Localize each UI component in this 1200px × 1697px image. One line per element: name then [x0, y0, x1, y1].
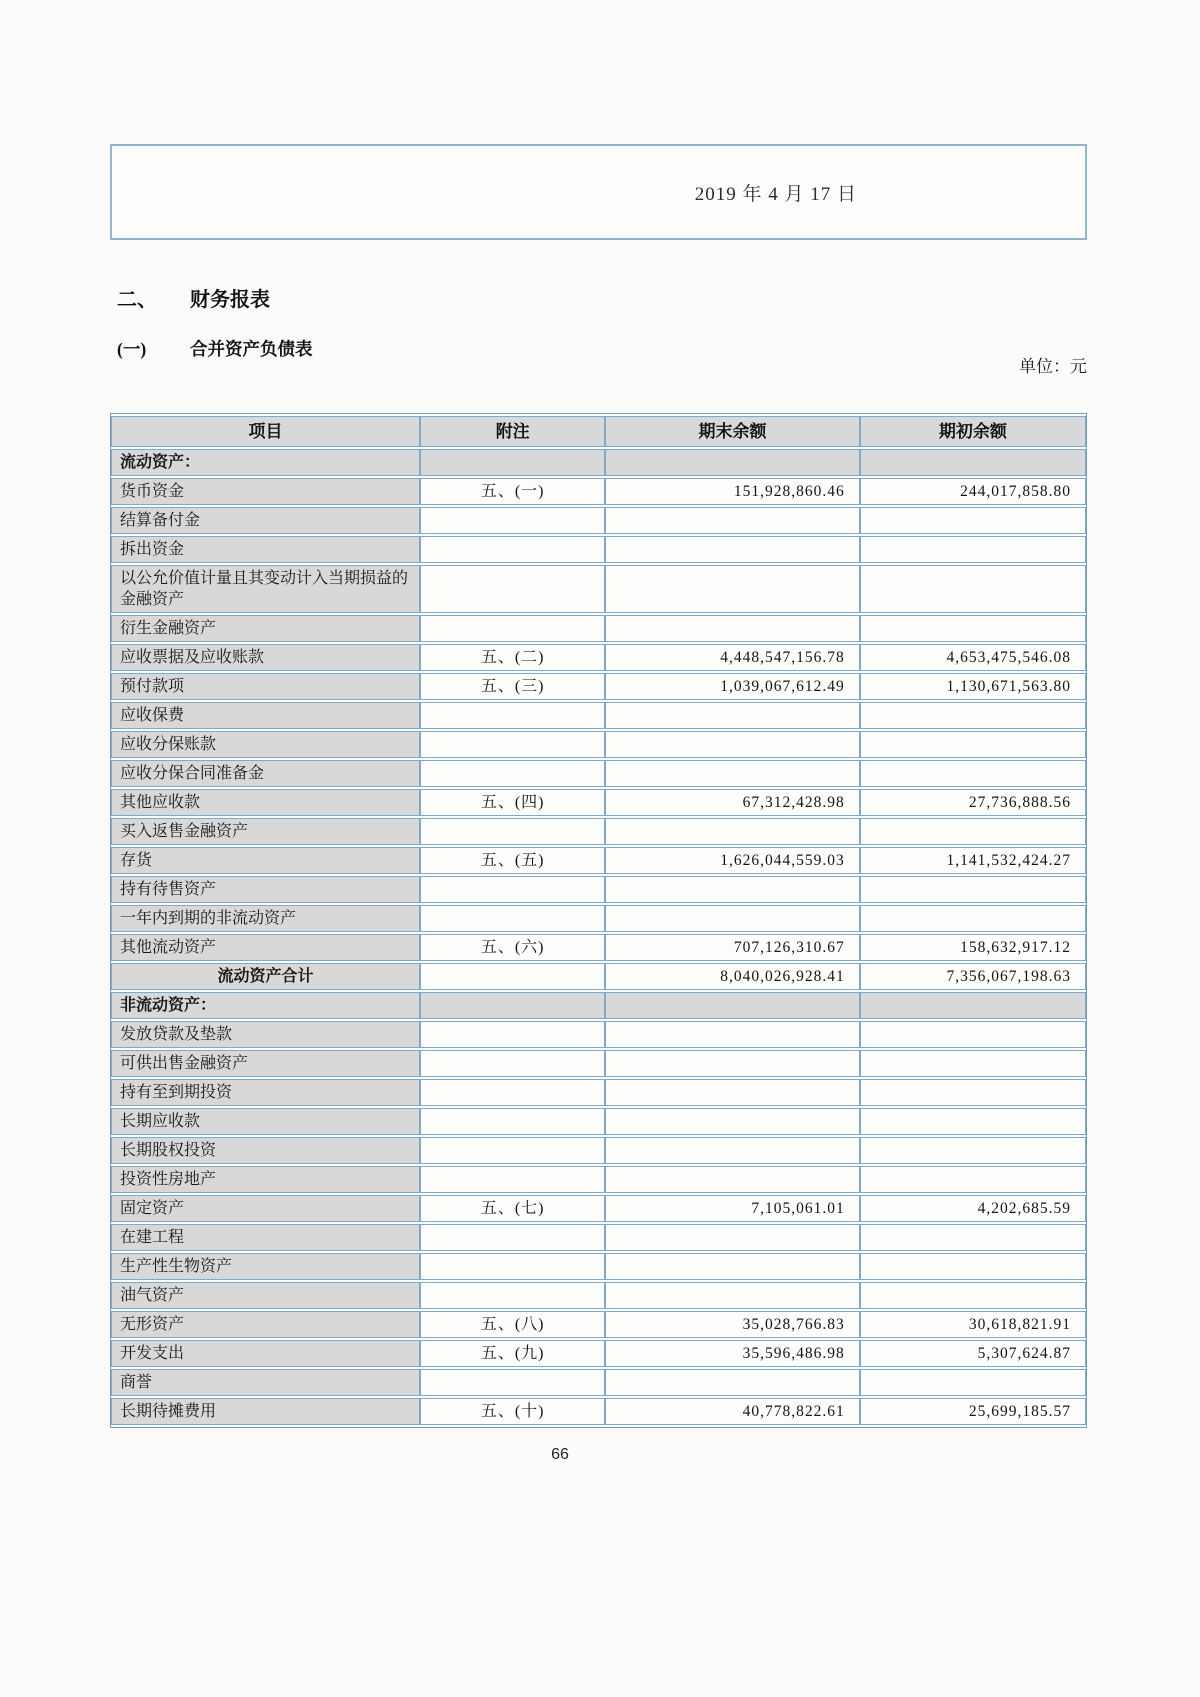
table-row: [111, 789, 1086, 816]
section-number: 二、: [117, 289, 157, 311]
note-cell: [420, 1079, 605, 1106]
table-row: [111, 702, 1086, 729]
ending-balance-cell: [605, 905, 859, 932]
ending-balance-cell: [605, 876, 859, 903]
note-cell: [420, 905, 605, 932]
beginning-balance-cell: 1,130,671,563.80: [860, 673, 1086, 700]
beginning-balance-cell: 158,632,917.12: [860, 934, 1086, 961]
subsection-heading: [117, 336, 313, 361]
beginning-balance-cell: [860, 905, 1086, 932]
table-row: [111, 1108, 1086, 1135]
table-row: [111, 1311, 1086, 1338]
beginning-balance-cell: [860, 702, 1086, 729]
ending-balance-cell: 40,778,822.61: [605, 1398, 859, 1425]
beginning-balance-cell: [860, 507, 1086, 534]
ending-balance-cell: [605, 1137, 859, 1164]
beginning-balance-cell: 27,736,888.56: [860, 789, 1086, 816]
table-row: [111, 876, 1086, 903]
beginning-balance-cell: [860, 1108, 1086, 1135]
note-cell: [420, 818, 605, 845]
note-cell: [420, 1137, 605, 1164]
column-header-note: 附注: [420, 416, 605, 447]
beginning-balance-cell: [860, 876, 1086, 903]
note-cell: 五、(七): [420, 1195, 605, 1222]
item-cell: 持有待售资产: [111, 876, 420, 903]
beginning-balance-cell: [860, 1137, 1086, 1164]
table-row: [111, 934, 1086, 961]
signature-date-box: [110, 144, 1087, 240]
table-row: [111, 478, 1086, 505]
beginning-balance-cell: [860, 818, 1086, 845]
note-cell: [420, 1369, 605, 1396]
item-cell: 其他流动资产: [111, 934, 420, 961]
ending-balance-cell: [605, 702, 859, 729]
beginning-balance-cell: 30,618,821.91: [860, 1311, 1086, 1338]
beginning-balance-cell: [860, 992, 1086, 1019]
note-cell: [420, 1224, 605, 1251]
ending-balance-cell: [605, 449, 859, 476]
beginning-balance-cell: 4,653,475,546.08: [860, 644, 1086, 671]
item-cell: 无形资产: [111, 1311, 420, 1338]
beginning-balance-cell: [860, 1369, 1086, 1396]
ending-balance-cell: [605, 992, 859, 1019]
beginning-balance-cell: [860, 1021, 1086, 1048]
table-row: [111, 644, 1086, 671]
item-cell: 一年内到期的非流动资产: [111, 905, 420, 932]
note-cell: 五、(四): [420, 789, 605, 816]
beginning-balance-cell: 7,356,067,198.63: [860, 963, 1086, 990]
note-cell: [420, 536, 605, 563]
ending-balance-cell: 35,596,486.98: [605, 1340, 859, 1367]
table-row: [111, 673, 1086, 700]
beginning-balance-cell: [860, 565, 1086, 613]
note-cell: [420, 1108, 605, 1135]
item-cell: 货币资金: [111, 478, 420, 505]
ending-balance-cell: 1,626,044,559.03: [605, 847, 859, 874]
table-row: [111, 992, 1086, 1019]
column-header-ending-balance: 期末余额: [605, 416, 859, 447]
item-cell: 非流动资产：: [111, 992, 420, 1019]
ending-balance-cell: [605, 507, 859, 534]
beginning-balance-cell: [860, 1224, 1086, 1251]
item-cell: 存货: [111, 847, 420, 874]
beginning-balance-cell: 5,307,624.87: [860, 1340, 1086, 1367]
note-cell: [420, 760, 605, 787]
beginning-balance-cell: [860, 449, 1086, 476]
item-cell: 以公允价值计量且其变动计入当期损益的金融资产: [111, 565, 420, 613]
balance-sheet-table: [110, 413, 1087, 1428]
item-cell: 结算备付金: [111, 507, 420, 534]
ending-balance-cell: [605, 1050, 859, 1077]
table-row: [111, 1050, 1086, 1077]
section-heading: [117, 283, 270, 312]
note-cell: 五、(一): [420, 478, 605, 505]
table-row: [111, 1166, 1086, 1193]
ending-balance-cell: 67,312,428.98: [605, 789, 859, 816]
item-cell: 其他应收款: [111, 789, 420, 816]
beginning-balance-cell: [860, 1253, 1086, 1280]
column-header-beginning-balance: 期初余额: [860, 416, 1086, 447]
item-cell: 投资性房地产: [111, 1166, 420, 1193]
note-cell: [420, 615, 605, 642]
table-row: [111, 449, 1086, 476]
ending-balance-cell: 1,039,067,612.49: [605, 673, 859, 700]
note-cell: [420, 1021, 605, 1048]
table-row: [111, 963, 1086, 990]
ending-balance-cell: 151,928,860.46: [605, 478, 859, 505]
note-cell: [420, 507, 605, 534]
item-cell: 固定资产: [111, 1195, 420, 1222]
unit-label: 单位：元: [1019, 357, 1087, 376]
item-cell: 拆出资金: [111, 536, 420, 563]
item-cell: 可供出售金融资产: [111, 1050, 420, 1077]
table-row: [111, 1340, 1086, 1367]
table-row: [111, 1079, 1086, 1106]
report-date: 2019 年 4 月 17 日: [694, 183, 857, 205]
item-cell: 在建工程: [111, 1224, 420, 1251]
table-row: [111, 507, 1086, 534]
item-cell: 商誉: [111, 1369, 420, 1396]
subsection-title: 合并资产负债表: [190, 339, 313, 359]
note-cell: [420, 1166, 605, 1193]
column-header-item: 项目: [111, 416, 420, 447]
beginning-balance-cell: [860, 760, 1086, 787]
ending-balance-cell: 8,040,026,928.41: [605, 963, 859, 990]
note-cell: [420, 963, 605, 990]
note-cell: 五、(八): [420, 1311, 605, 1338]
table-row: [111, 847, 1086, 874]
note-cell: 五、(五): [420, 847, 605, 874]
table-row: [111, 615, 1086, 642]
note-cell: [420, 731, 605, 758]
item-cell: 油气资产: [111, 1282, 420, 1309]
table-row: [111, 731, 1086, 758]
note-cell: [420, 1282, 605, 1309]
table-header-row: [111, 416, 1086, 447]
beginning-balance-cell: [860, 615, 1086, 642]
item-cell: 衍生金融资产: [111, 615, 420, 642]
table-row: [111, 1253, 1086, 1280]
beginning-balance-cell: [860, 1050, 1086, 1077]
table-row: [111, 1195, 1086, 1222]
ending-balance-cell: 4,448,547,156.78: [605, 644, 859, 671]
ending-balance-cell: [605, 1166, 859, 1193]
item-cell: 应收票据及应收账款: [111, 644, 420, 671]
note-cell: 五、(三): [420, 673, 605, 700]
table-row: [111, 905, 1086, 932]
ending-balance-cell: [605, 1282, 859, 1309]
note-cell: 五、(九): [420, 1340, 605, 1367]
item-cell: 应收保费: [111, 702, 420, 729]
ending-balance-cell: [605, 536, 859, 563]
table-row: [111, 1224, 1086, 1251]
ending-balance-cell: [605, 615, 859, 642]
item-cell: 开发支出: [111, 1340, 420, 1367]
note-cell: [420, 449, 605, 476]
beginning-balance-cell: [860, 1079, 1086, 1106]
ending-balance-cell: [605, 1108, 859, 1135]
item-cell: 长期股权投资: [111, 1137, 420, 1164]
ending-balance-cell: [605, 1224, 859, 1251]
ending-balance-cell: 707,126,310.67: [605, 934, 859, 961]
item-cell: 持有至到期投资: [111, 1079, 420, 1106]
page-number: 66: [551, 1446, 569, 1463]
ending-balance-cell: [605, 1369, 859, 1396]
note-cell: [420, 565, 605, 613]
table-row: [111, 565, 1086, 613]
section-title: 财务报表: [190, 289, 270, 311]
table-row: [111, 818, 1086, 845]
note-cell: [420, 876, 605, 903]
table-row: [111, 1137, 1086, 1164]
table-row: [111, 1282, 1086, 1309]
table-row: [111, 1369, 1086, 1396]
ending-balance-cell: [605, 1021, 859, 1048]
ending-balance-cell: 7,105,061.01: [605, 1195, 859, 1222]
item-cell: 买入返售金融资产: [111, 818, 420, 845]
ending-balance-cell: [605, 818, 859, 845]
item-cell: 流动资产：: [111, 449, 420, 476]
note-cell: 五、(六): [420, 934, 605, 961]
ending-balance-cell: [605, 760, 859, 787]
item-cell: 发放贷款及垫款: [111, 1021, 420, 1048]
table-row: [111, 760, 1086, 787]
note-cell: 五、(十): [420, 1398, 605, 1425]
table-row: [111, 1398, 1086, 1425]
ending-balance-cell: [605, 565, 859, 613]
beginning-balance-cell: [860, 1282, 1086, 1309]
note-cell: [420, 992, 605, 1019]
ending-balance-cell: [605, 731, 859, 758]
item-cell: 长期待摊费用: [111, 1398, 420, 1425]
table-row: [111, 536, 1086, 563]
item-cell: 应收分保合同准备金: [111, 760, 420, 787]
item-cell: 预付款项: [111, 673, 420, 700]
ending-balance-cell: [605, 1253, 859, 1280]
beginning-balance-cell: [860, 536, 1086, 563]
subsection-number: (一): [117, 339, 147, 359]
note-cell: 五、(二): [420, 644, 605, 671]
item-cell: 应收分保账款: [111, 731, 420, 758]
beginning-balance-cell: 4,202,685.59: [860, 1195, 1086, 1222]
beginning-balance-cell: 25,699,185.57: [860, 1398, 1086, 1425]
beginning-balance-cell: 244,017,858.80: [860, 478, 1086, 505]
ending-balance-cell: [605, 1079, 859, 1106]
note-cell: [420, 1050, 605, 1077]
beginning-balance-cell: [860, 1166, 1086, 1193]
beginning-balance-cell: 1,141,532,424.27: [860, 847, 1086, 874]
note-cell: [420, 1253, 605, 1280]
table-row: [111, 1021, 1086, 1048]
item-cell: 流动资产合计: [111, 963, 420, 990]
item-cell: 长期应收款: [111, 1108, 420, 1135]
beginning-balance-cell: [860, 731, 1086, 758]
item-cell: 生产性生物资产: [111, 1253, 420, 1280]
ending-balance-cell: 35,028,766.83: [605, 1311, 859, 1338]
note-cell: [420, 702, 605, 729]
